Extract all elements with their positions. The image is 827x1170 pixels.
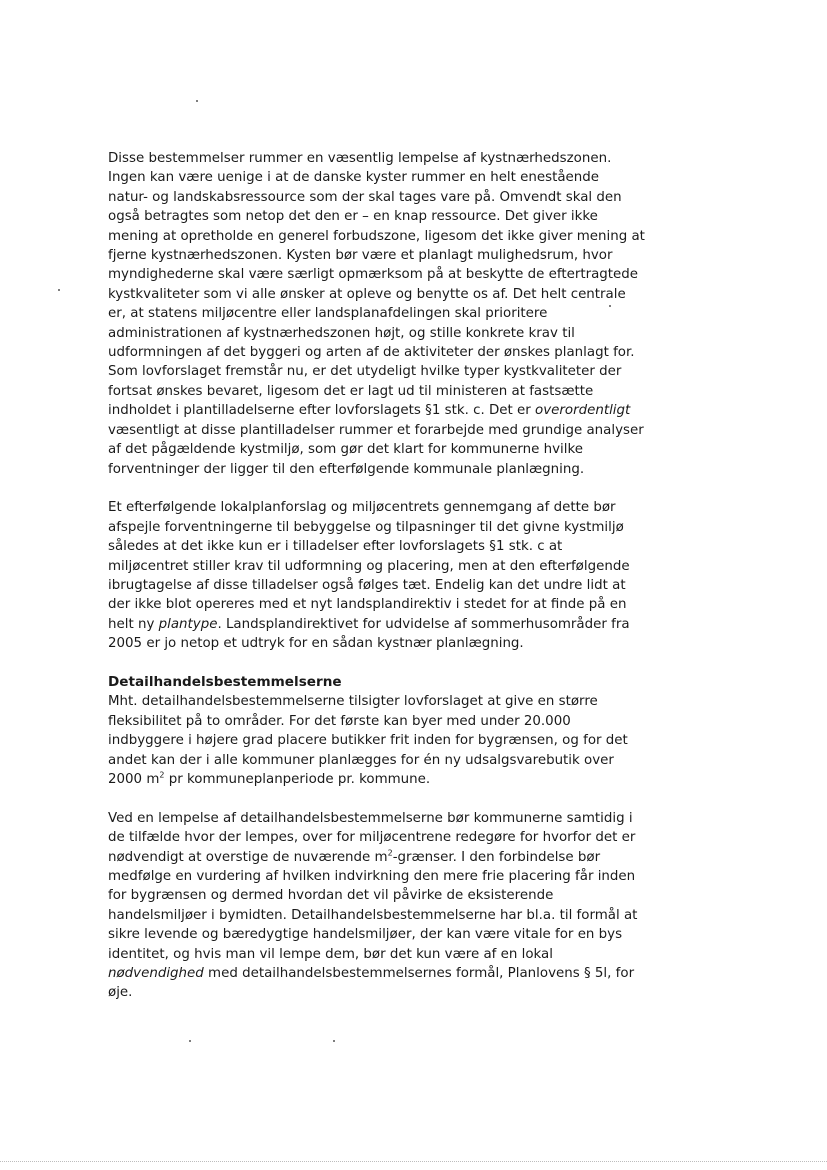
text-line: for bygrænsen og dermed hvordan det vil påvirke de eksisterende (108, 888, 554, 904)
text-line: udformningen af det byggeri og arten af de aktiviteter der ønskes planlagt for. (108, 345, 635, 361)
paragraph-retail-relaxation (108, 809, 638, 1003)
text-run: pr kommuneplanperiode pr. kommune. (164, 771, 431, 787)
text-line: Et efterfølgende lokalplanforslag og miljøcentrets gennemgang af dette bør (108, 500, 616, 516)
scan-speck (189, 1040, 191, 1042)
paragraph-spacer (108, 479, 628, 498)
superscript: 2 (159, 770, 165, 780)
text-line: indbyggere i højere grad placere butikker frit inden for bygrænsen, og for det (108, 733, 628, 749)
text-run: med detailhandelsbestemmelsernes formål, Planlovens § 5l, for (203, 966, 635, 982)
document-page (108, 149, 645, 1003)
paragraph-coastal-zone (108, 149, 645, 479)
text-run: helt ny (108, 616, 159, 632)
text-line: Ved en lempelse af detailhandelsbestemmelserne bør kommunerne samtidig i (108, 810, 633, 826)
text-line: således at det ikke kun er i tilladelser efter lovforslagets §1 stk. c at (108, 539, 563, 555)
text-line (108, 964, 635, 983)
text-line (108, 615, 628, 634)
emphasis-text: nødvendighed (108, 966, 204, 982)
text-line (108, 401, 631, 420)
text-line (108, 848, 628, 867)
text-line: Som lovforslaget fremstår nu, er det utydeligt hvilke typer kystkvaliteter der (108, 364, 622, 380)
superscript: 2 (387, 848, 393, 858)
text-line (108, 770, 628, 789)
text-line: fjerne kystnærhedszonen. Kysten bør være et planlagt mulighedsrum, hvor (108, 248, 613, 264)
emphasis-text: plantype (158, 616, 218, 632)
text-line: fortsat ønskes bevaret, ligesom det er lagt ud til ministeren at fastsætte (108, 383, 594, 399)
paragraph-retail-intro (108, 692, 628, 789)
text-line: ibrugtagelse af disse tilladelser også følges tæt. Endelig kan det undre lidt at (108, 577, 626, 593)
text-run: nødvendigt at overstige de nuværende m (108, 849, 388, 865)
scan-speck (609, 305, 611, 307)
text-run: -grænser. I den forbindelse bør (392, 849, 601, 865)
paragraph-spacer (108, 654, 628, 673)
text-line: kystkvaliteter som vi alle ønsker at opleve og benytte os af. Det helt centrale (108, 286, 626, 302)
text-run: . Landsplandirektivet for udvidelse af sommerhusområder fra (217, 616, 630, 632)
paragraph-spacer (108, 789, 628, 808)
text-line: Mht. detailhandelsbestemmelserne tilsigter lovforslaget at give en større (108, 694, 598, 710)
text-line: Ingen kan være uenige i at de danske kyster rummer en helt enestående (108, 170, 600, 186)
text-line: sikre levende og bæredygtige handelsmiljøer, der kan være vitale for en bys (108, 927, 623, 943)
text-line: af det pågældende kystmiljø, som gør det klart for kommunerne hvilke (108, 442, 583, 458)
text-line: Disse bestemmelser rummer en væsentlig lempelse af kystnærhedszonen. (108, 151, 612, 166)
text-line: forventninger der ligger til den efterfølgende kommunale planlægning. (108, 461, 585, 477)
text-line: øje. (108, 985, 133, 1001)
text-line: der ikke blot opereres med et nyt landsplandirektiv i stedet for at finde på en (108, 597, 627, 613)
text-line: miljøcentret stiller krav til udformning og placering, men at den efterfølgende (108, 558, 630, 574)
text-line: de tilfælde hvor der lempes, over for miljøcentrene redegøre for hvorfor det er (108, 830, 636, 846)
text-line: andet kan der i alle kommuner planlægges for én ny udsalgsvarebutik over (108, 752, 614, 768)
text-line: mening at opretholde en generel forbudszone, ligesom det ikke giver mening at (108, 228, 645, 244)
text-line: administrationen af kystnærhedszonen højt, og stille konkrete krav til (108, 325, 575, 341)
text-line: er, at statens miljøcentre eller landsplanafdelingen skal prioritere (108, 306, 548, 322)
text-line: natur- og landskabsressource som der skal tages vare på. Omvendt skal den (108, 189, 622, 205)
text-line: også betragtes som netop det den er – en knap ressource. Det giver ikke (108, 209, 598, 225)
text-line: handelsmiljøer i bymidten. Detailhandelsbestemmelserne har bl.a. til formål at (108, 907, 638, 923)
text-run: indholdet i plantilladelserne efter lovforslagets §1 stk. c. Det er (108, 403, 536, 419)
section-heading: Detailhandelsbestemmelserne (108, 673, 342, 690)
scan-speck (333, 1040, 335, 1042)
text-run: 2000 m (108, 771, 160, 787)
text-line: væsentligt at disse plantilladelser rummer et forarbejde med grundige analyser (108, 422, 644, 438)
text-line: identitet, og hvis man vil lempe dem, bør det kun være af en lokal (108, 946, 553, 962)
scan-speck (196, 100, 198, 102)
text-line: afspejle forventningerne til bebyggelse og tilpasninger til det givne kystmiljø (108, 519, 624, 535)
text-line: medfølge en vurdering af hvilken indvirkning den mere frie placering får inden (108, 868, 636, 884)
text-line: 2005 er jo netop et udtryk for en sådan kystnær planlægning. (108, 636, 524, 652)
page-edge-line (0, 1161, 827, 1162)
text-line: myndighederne skal være særligt opmærksom på at beskytte de eftertragtede (108, 267, 639, 283)
emphasis-text: overordentligt (535, 403, 631, 419)
paragraph-local-plan (108, 498, 628, 653)
text-line: fleksibilitet på to områder. For det første kan byer med under 20.000 (108, 713, 571, 729)
scan-speck (58, 289, 60, 291)
